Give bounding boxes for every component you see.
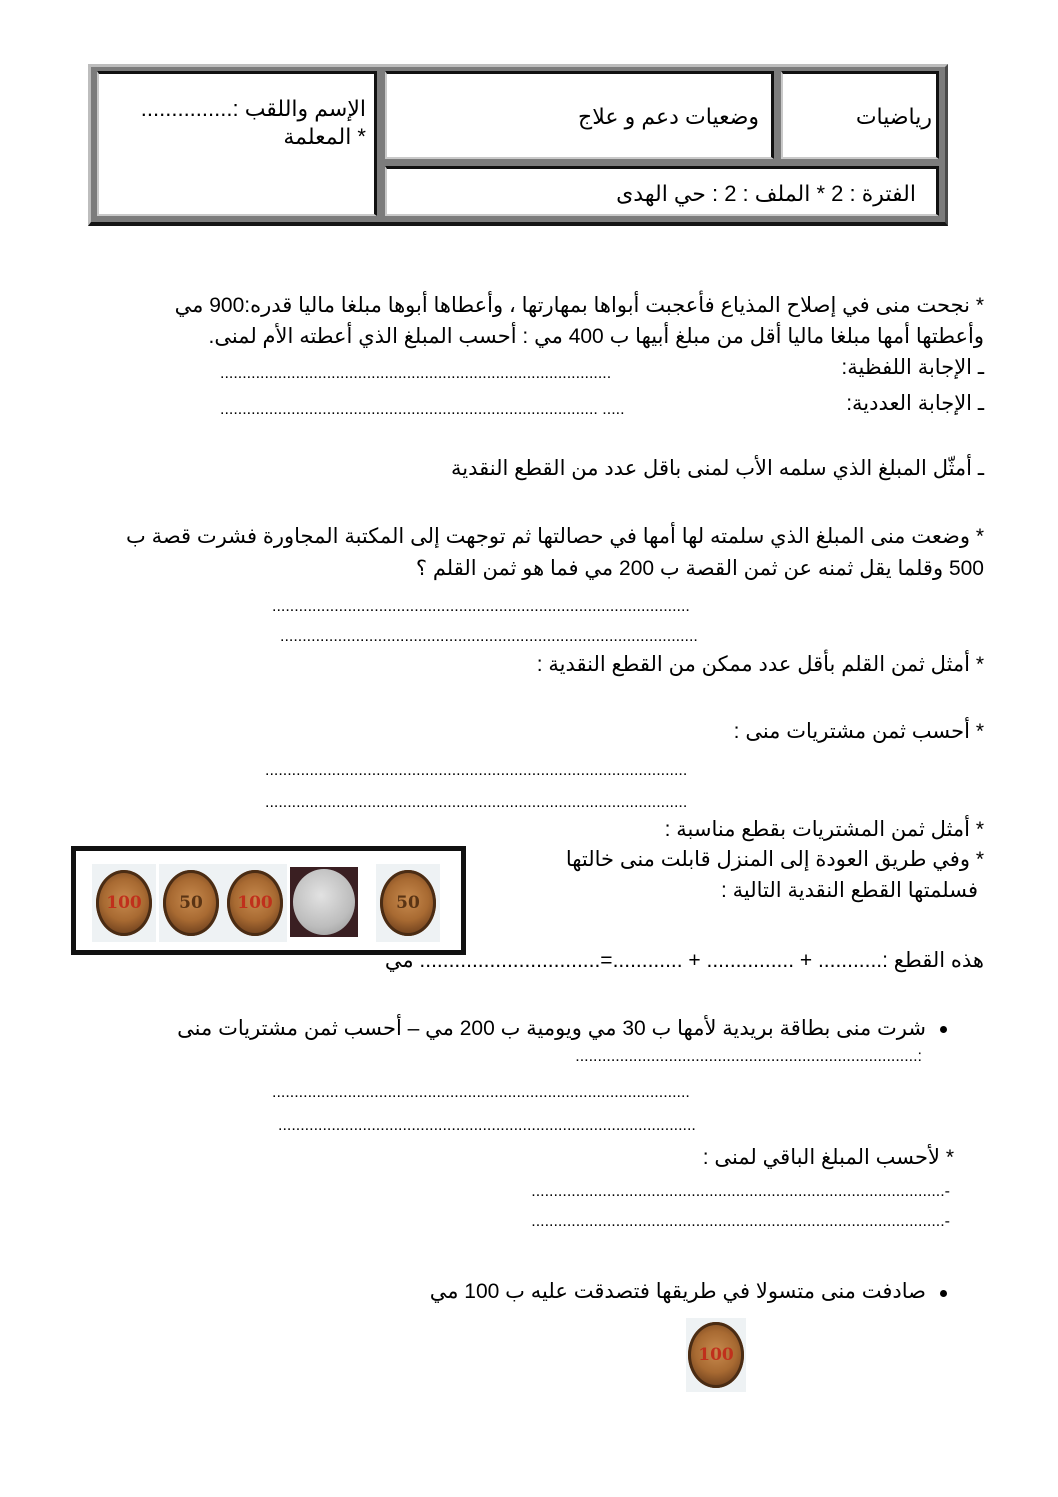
silver-coin-icon <box>290 867 358 937</box>
answer-line-5[interactable]: :............................................................................. <box>575 1048 922 1065</box>
verbal-answer-label: ـ الإجابة اللفظية: <box>841 356 984 379</box>
represent-father-amount: ـ أمثّل المبلغ الذي سلمه الأب لمنى باقل عدد من القطع النقدية <box>451 457 984 480</box>
compute-purchases: * أحسب ثمن مشتريات منى : <box>733 720 984 743</box>
coins-sum-equation[interactable]: هذه القطع :........... + ............... + ............=............................... مي <box>384 949 984 972</box>
answer-line-7[interactable]: .............................................................................................. <box>278 1117 696 1134</box>
represent-purchases: * أمثل ثمن المشتريات بقطع مناسبة : <box>664 818 984 841</box>
worksheet-title: وضعيات دعم و علاج <box>578 104 759 129</box>
title-cell <box>385 71 774 159</box>
answer-line-6[interactable]: .............................................................................................. <box>272 1084 690 1101</box>
subject-cell <box>781 71 939 159</box>
problem2-line2: 500 وقلما يقل ثمنه عن ثمن القصة ب 200 مي فما هو ثمن القلم ؟ <box>415 557 984 580</box>
numeric-answer-label: ـ الإجابة العددية: <box>846 392 984 415</box>
problem2-line1: * وضعت منى المبلغ الذي سلمته لها أمها في حصالتها ثم توجهت إلى المكتبة المجاورة فشرت قصة ب <box>125 525 984 548</box>
coin-100-icon <box>96 870 152 936</box>
coin-50-icon <box>380 870 436 936</box>
problem3-line1: شرت منى بطاقة بريدية لأمها ب 30 مي ويومية ب 200 مي – أحسب ثمن مشتريات منى <box>177 1017 926 1040</box>
answer-line-2[interactable]: .............................................................................................. <box>280 628 698 645</box>
aunt-line2: فسلمتها القطع النقدية التالية : <box>721 879 978 902</box>
coin-value: 100 <box>698 1345 734 1365</box>
coin-value: 50 <box>396 893 420 913</box>
problem4-line1: صادفت منى متسولا في طريقها فتصدقت عليه ب 100 مي <box>429 1280 926 1303</box>
answer-line-3[interactable]: ............................................................................................... <box>265 762 688 779</box>
verbal-answer-field[interactable]: ........................................................................................ <box>220 365 612 382</box>
problem1-line1: * نجحت منى في إصلاح المذياع فأعجبت أبواها بمهارتها ، وأعطاها أبوها مبلغا ماليا قدره:900 مي <box>174 294 984 317</box>
represent-pen-price: * أمثل ثمن القلم بأقل عدد ممكن من القطع النقدية : <box>536 653 984 676</box>
coin-value: 50 <box>179 893 203 913</box>
answer-line-4[interactable]: ............................................................................................... <box>265 794 688 811</box>
bullet-icon <box>940 1290 947 1297</box>
name-cell <box>97 71 377 216</box>
problem1-line2: وأعطتها أمها مبلغا ماليا أقل من مبلغ أبيها ب 400 مي : أحسب المبلغ الذي أعطته الأم لمنى. <box>208 325 984 348</box>
teacher-label: * المعلمة <box>283 124 366 149</box>
bullet-icon <box>940 1026 947 1033</box>
answer-line-8[interactable]: -............................................................................................. <box>531 1183 950 1200</box>
subject-label: رياضيات <box>855 104 932 129</box>
numeric-answer-field[interactable]: ..................................................................................... ..... <box>220 401 625 418</box>
coin-100-icon <box>227 870 283 936</box>
answer-line-9[interactable]: -............................................................................................. <box>531 1213 950 1230</box>
name-field-label: الإسم واللقب :............... <box>140 96 366 121</box>
coin-100-icon <box>688 1322 744 1388</box>
coin-50-icon <box>163 870 219 936</box>
period-cell <box>385 166 939 216</box>
period-label: الفترة : 2 * الملف : 2 : حي الهدى <box>616 181 916 206</box>
answer-line-1[interactable]: .............................................................................................. <box>272 598 690 615</box>
coin-value: 100 <box>106 893 142 913</box>
coins-box <box>71 846 466 955</box>
coin-value: 100 <box>237 893 273 913</box>
remaining-amount: * لأحسب المبلغ الباقي لمنى : <box>702 1146 954 1169</box>
aunt-line1: * وفي طريق العودة إلى المنزل قابلت منى خالتها <box>565 848 984 871</box>
